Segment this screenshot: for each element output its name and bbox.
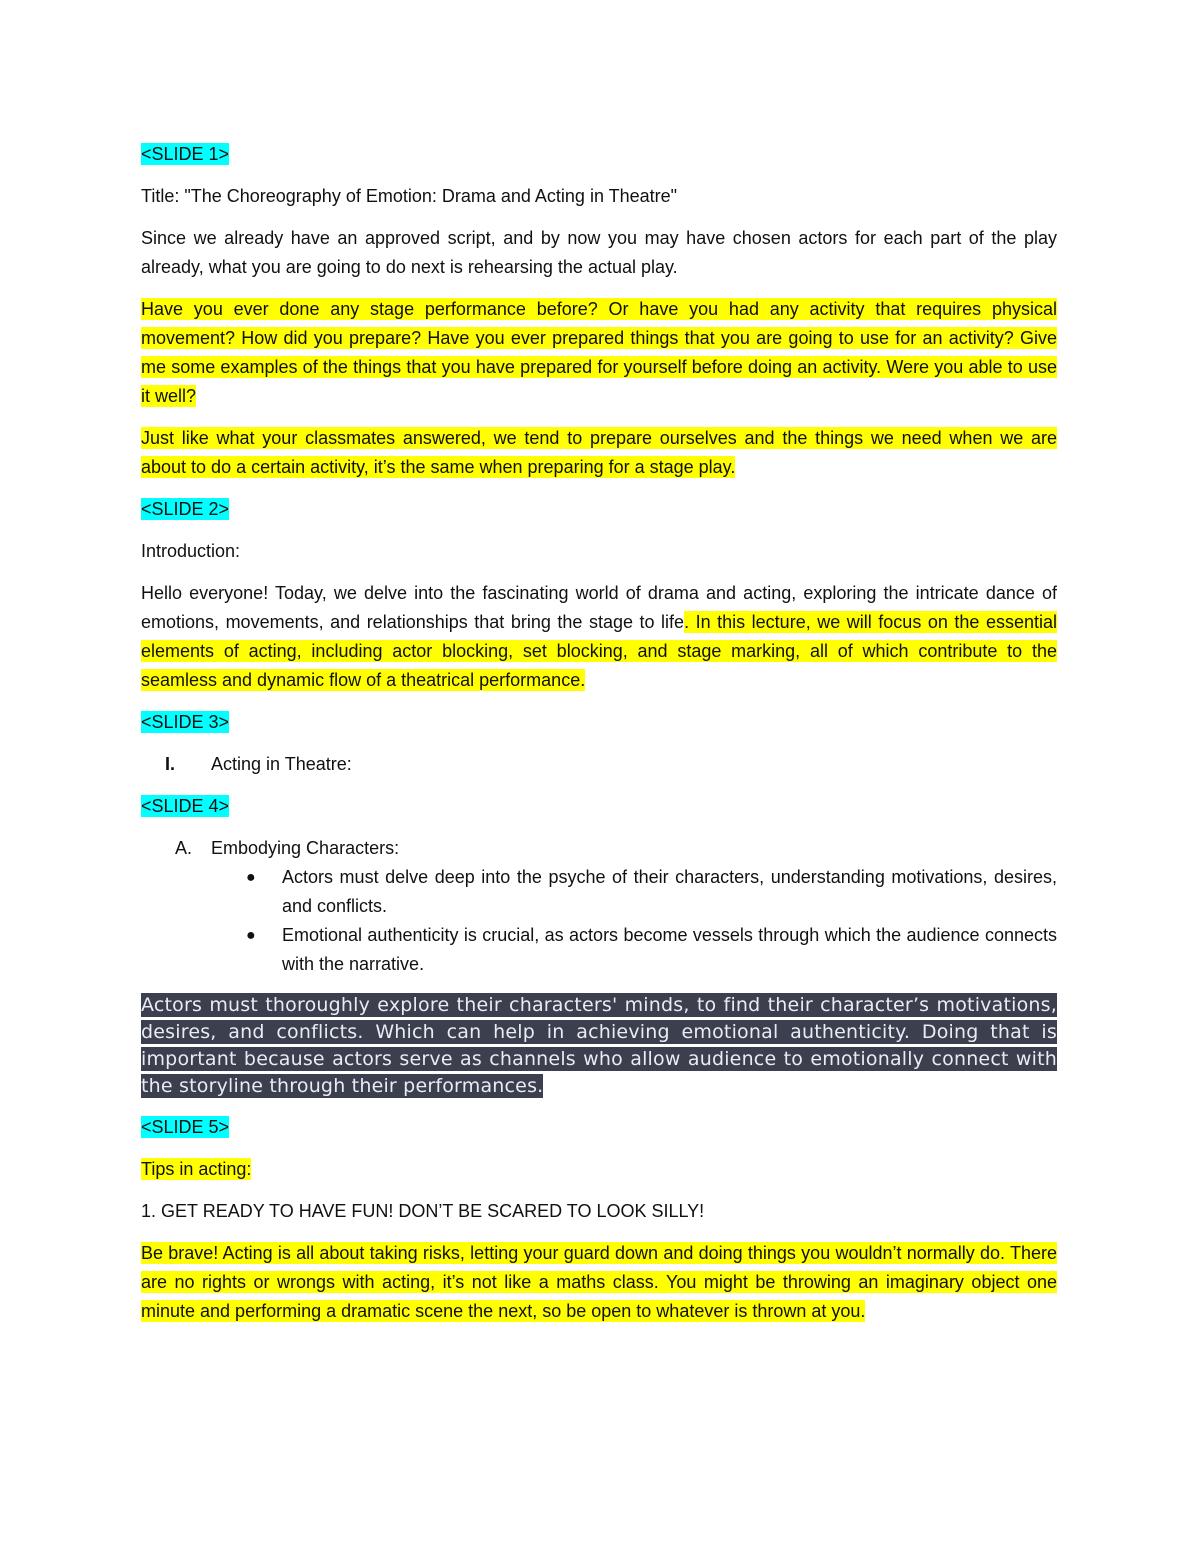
introduction-highlight-text: . In this lecture, we will focus on the essential elements of acting, including actor blocking, set blocking, and stage marking, all of which contribute to the seamless and dynamic flow of a theatrical performance. <box>141 612 1057 690</box>
tip-1-title: 1. GET READY TO HAVE FUN! DON’T BE SCARED TO LOOK SILLY! <box>141 1201 705 1221</box>
bullet-list <box>141 863 1057 979</box>
bullet-icon: ● <box>246 869 256 886</box>
introduction-heading: Introduction: <box>141 541 241 561</box>
slide-1-paragraph-3 <box>141 424 1057 482</box>
outline-letter-text: Embodying Characters: <box>211 838 400 858</box>
slide-5-marker <box>141 1113 1057 1142</box>
slide-2-marker <box>141 495 1057 524</box>
list-item <box>246 921 1057 979</box>
slide-1-marker-text: <SLIDE 1> <box>141 144 230 164</box>
introduction-plain-text: Hello everyone! Today, we delve into the fascinating world of drama and acting, exploring the intricate dance of emotions, movements, and relationships that bring the stage to life <box>141 583 1057 632</box>
slide-1-paragraph-3-text: Just like what your classmates answered, we tend to prepare ourselves and the things we need when we are about to do a certain activity, it’s the same when preparing for a stage play. <box>141 428 1057 477</box>
tips-heading <box>141 1155 1057 1184</box>
bullet-icon: ● <box>246 927 256 944</box>
document-page <box>141 140 1057 1339</box>
list-item-text: Actors must delve deep into the psyche of their characters, understanding motivations, desires, and conflicts. <box>282 867 1057 916</box>
slide-2-marker-text: <SLIDE 2> <box>141 499 230 519</box>
outline-letter: A. <box>175 838 193 858</box>
list-item <box>246 863 1057 921</box>
slide-4-note-text: Actors must thoroughly explore their characters' minds, to find their character’s motivations, desires, and conflicts. Which can help in achieving emotional authenticity. Doing that is important because actors serve as channels who allow audience to emotionally connect with the storyline through their performances. <box>141 994 1057 1097</box>
tip-1-body <box>141 1239 1057 1326</box>
tips-heading-text: Tips in acting: <box>141 1159 252 1179</box>
document-title: Title: "The Choreography of Emotion: Drama and Acting in Theatre" <box>141 186 678 206</box>
outline-text: Acting in Theatre: <box>211 754 352 774</box>
slide-5-marker-text: <SLIDE 5> <box>141 1117 230 1137</box>
outline-item-roman-1 <box>141 750 1057 779</box>
list-item-text: Emotional authenticity is crucial, as actors become vessels through which the audience connects with the narrative. <box>282 925 1057 974</box>
slide-4-note <box>141 992 1057 1100</box>
slide-1-paragraph-2 <box>141 295 1057 411</box>
slide-4-marker <box>141 792 1057 821</box>
introduction-paragraph <box>141 579 1057 695</box>
slide-3-marker <box>141 708 1057 737</box>
slide-1-paragraph-1: Since we already have an approved script, and by now you may have chosen actors for each part of the play already, what you are going to do next is rehearsing the actual play. <box>141 228 1057 277</box>
outline-item-a <box>141 834 1057 863</box>
slide-3-marker-text: <SLIDE 3> <box>141 712 230 732</box>
outline-number: I. <box>165 754 176 774</box>
slide-1-marker <box>141 140 1057 169</box>
slide-4-marker-text: <SLIDE 4> <box>141 796 230 816</box>
tip-1-body-text: Be brave! Acting is all about taking risks, letting your guard down and doing things you wouldn’t normally do. There are no rights or wrongs with acting, it’s not like a maths class. You might be throwing an imaginary object one minute and performing a dramatic scene the next, so be open to whatever is thrown at you. <box>141 1243 1057 1321</box>
slide-1-paragraph-2-text: Have you ever done any stage performance before? Or have you had any activity that requires physical movement? How did you prepare? Have you ever prepared things that you are going to use for an activity? Give me some examples of the things that you have prepared for yourself before doing an activity. Were you able to use it well? <box>141 299 1057 406</box>
